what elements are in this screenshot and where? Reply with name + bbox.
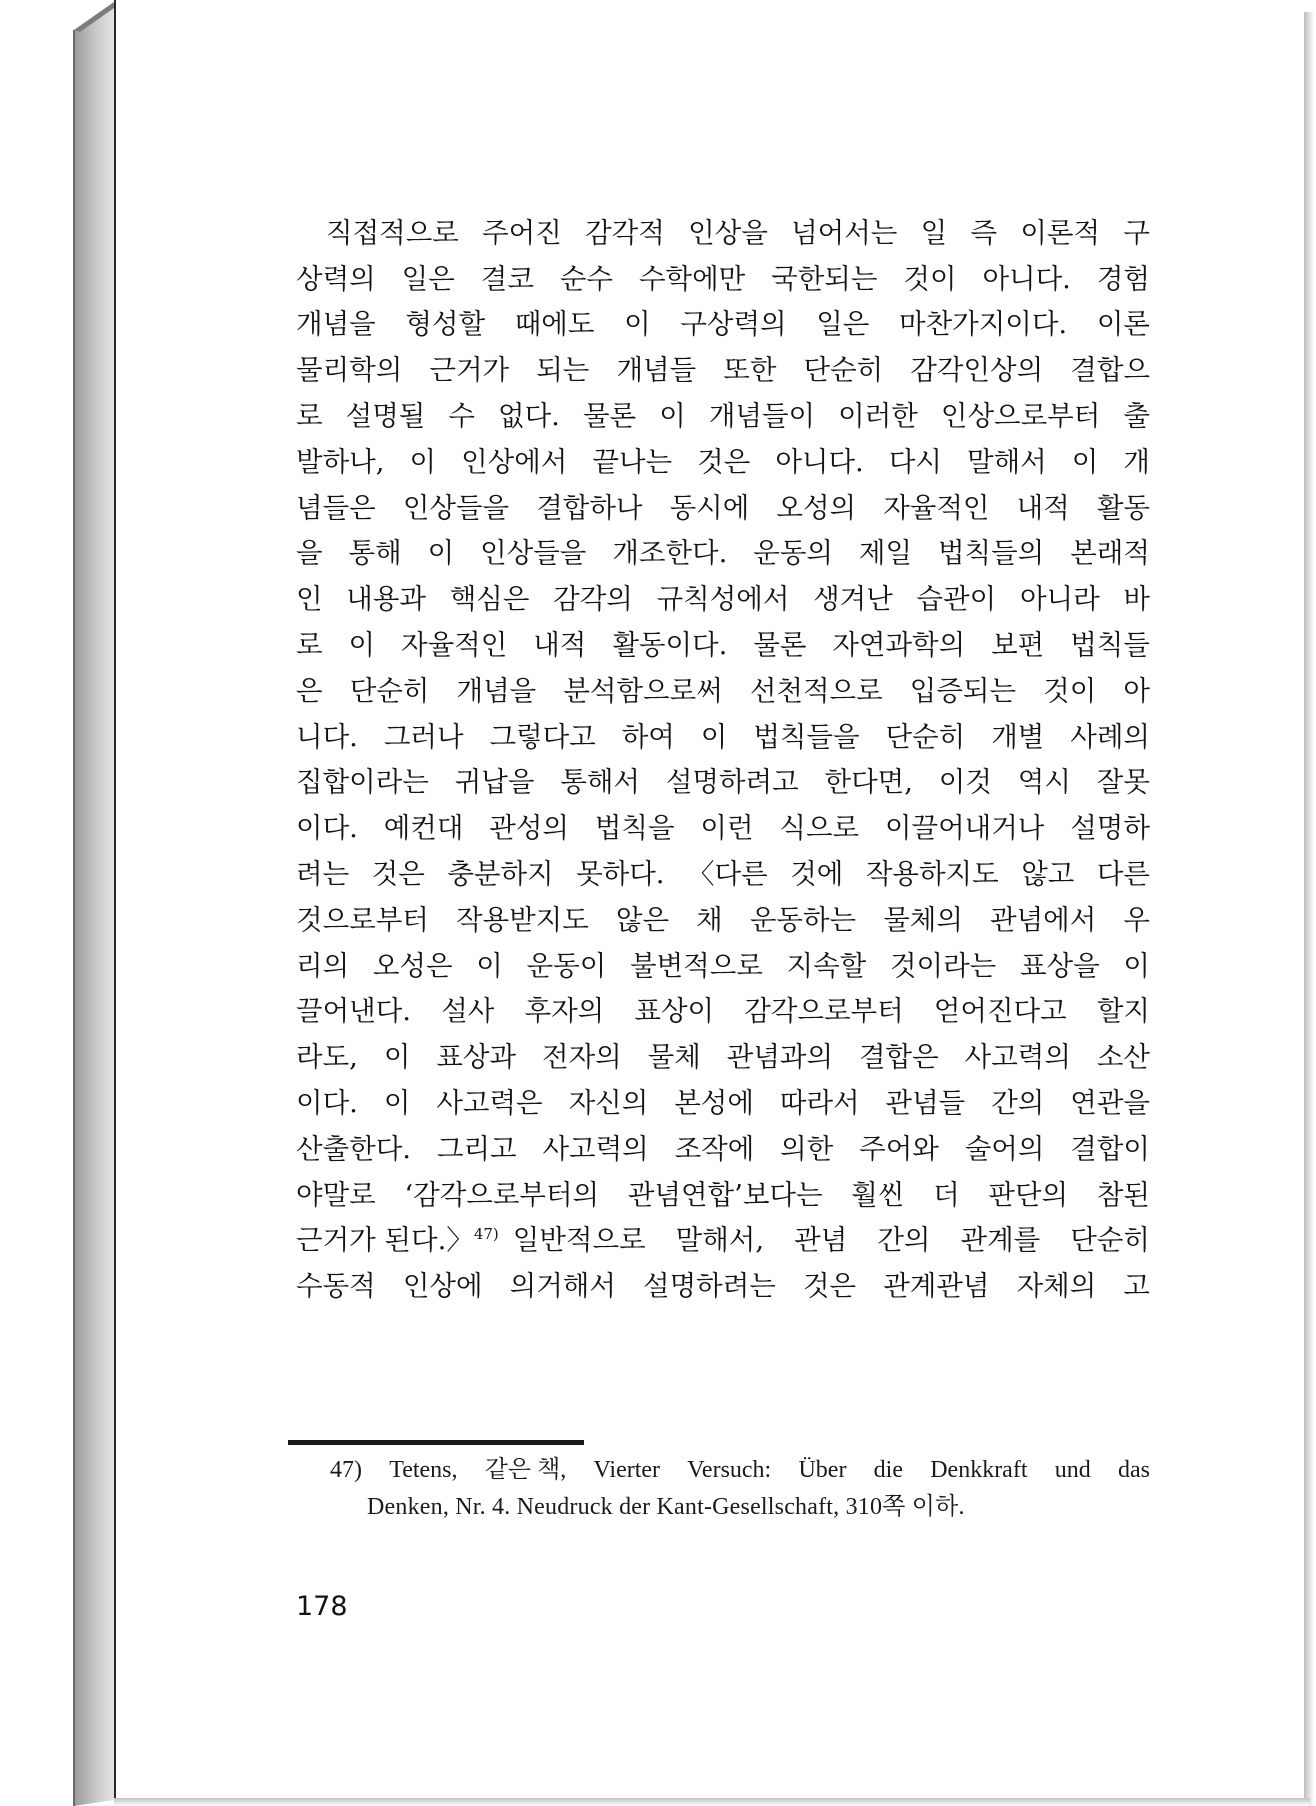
word: 은 — [296, 674, 323, 707]
word: ‘감각으로부터의 — [404, 1178, 600, 1211]
word: 관념 — [794, 1224, 848, 1257]
word: 표상을 — [1019, 949, 1100, 982]
word: 없다. — [498, 400, 560, 433]
word: 제일 — [858, 537, 913, 570]
word: 자율적인 — [401, 629, 508, 662]
word: 로 — [296, 400, 323, 433]
word: 물체의 — [883, 903, 963, 936]
word: 형성할 — [405, 308, 486, 341]
word: 자연과학의 — [832, 629, 966, 662]
word: 다시 — [888, 445, 942, 478]
word: 설명될 — [345, 400, 426, 433]
word: 못하다. — [576, 858, 665, 891]
word: 결합은 — [858, 1041, 939, 1074]
footnote-divider — [288, 1440, 584, 1445]
word: 것이 — [1043, 674, 1097, 707]
word: 리의 — [296, 949, 350, 982]
text-line — [296, 619, 1150, 665]
word: 지속할 — [786, 949, 867, 982]
word: 결합이 — [1070, 1132, 1150, 1165]
text-line — [296, 390, 1150, 436]
word: 활동 — [1096, 491, 1150, 524]
word: 아 — [1123, 674, 1150, 707]
word: 마찬가지이다. — [899, 308, 1068, 341]
word: 않은 — [615, 903, 670, 936]
word: 이 — [409, 445, 437, 478]
body-text — [296, 207, 1150, 1306]
word: 의한 — [780, 1132, 834, 1165]
word: 내적 — [1016, 491, 1070, 524]
word: 을 — [296, 537, 323, 570]
text-line — [296, 207, 1150, 253]
text-line — [296, 1169, 1150, 1215]
word: 수동적 — [296, 1270, 376, 1303]
word: 또한 — [723, 354, 777, 387]
word: 소산 — [1096, 1041, 1150, 1074]
word: 이 — [659, 400, 686, 433]
word: 구 — [1123, 216, 1150, 249]
word: 설사 — [441, 995, 495, 1028]
word: 것에 — [790, 858, 844, 891]
word: 고 — [1123, 1270, 1150, 1303]
word: 려는 — [296, 858, 350, 891]
word: 이 — [1071, 445, 1099, 478]
footnote-word: Vierter — [593, 1457, 661, 1483]
word: 이 — [476, 949, 503, 982]
text-line — [296, 299, 1150, 345]
word: 아니다. — [982, 262, 1071, 295]
word: 경험 — [1096, 262, 1150, 295]
word: 상력의 — [296, 262, 376, 295]
word: 채 — [696, 903, 723, 936]
word: 이런 — [700, 812, 754, 845]
word: 바 — [1123, 583, 1150, 616]
word: 이것 — [938, 766, 992, 799]
word: 개념들 — [616, 354, 697, 387]
word: 이 — [383, 1041, 411, 1074]
word: 잘못 — [1096, 766, 1150, 799]
word: 얻어진다고 — [933, 995, 1067, 1028]
word: 주어진 — [482, 216, 562, 249]
word: 개 — [1123, 445, 1150, 478]
word: 개념을 — [456, 674, 537, 707]
word: 인상에 — [402, 1270, 483, 1303]
word: 조작에 — [674, 1132, 755, 1165]
word: 사고력은 — [436, 1087, 543, 1120]
word: 분석함으로써 — [563, 674, 723, 707]
page-bottom-shadow — [114, 1798, 1310, 1806]
word: 이 — [348, 629, 376, 662]
word: 자신의 — [568, 1087, 649, 1120]
word: 결코 — [480, 262, 534, 295]
text-line — [296, 1260, 1150, 1306]
word: 법칙들 — [1070, 629, 1150, 662]
word: 이러한 — [838, 400, 918, 433]
word: 물체 — [647, 1041, 701, 1074]
word: 사고력의 — [542, 1132, 649, 1165]
word: 판단의 — [988, 1178, 1069, 1211]
word: 통해서 — [560, 766, 640, 799]
word: 이 — [427, 537, 455, 570]
word: 단순히 — [885, 720, 966, 753]
word: 설명하려는 — [643, 1270, 776, 1303]
word: 설명하려고 — [665, 766, 799, 799]
word: 것은 — [802, 1270, 857, 1303]
word: 그러나 — [383, 720, 464, 753]
word: 〈다른 — [687, 858, 768, 891]
text-line — [296, 986, 1150, 1032]
word: 단순히 — [349, 674, 430, 707]
word: 감각인상의 — [910, 354, 1044, 387]
word: 이 — [624, 308, 651, 341]
word: 할지 — [1096, 995, 1150, 1028]
word: 운동이 — [526, 949, 607, 982]
footnote-word: Versuch: — [687, 1457, 772, 1483]
word: 개조한다. — [612, 537, 728, 570]
word: 따라서 — [779, 1087, 860, 1120]
text-line — [296, 528, 1150, 574]
word: 감각의 — [553, 583, 633, 616]
word: 수학에만 — [638, 262, 746, 295]
word: 내적 — [533, 629, 587, 662]
word: 념들은 — [296, 491, 376, 524]
word: 우 — [1123, 903, 1150, 936]
word: 출 — [1123, 400, 1150, 433]
word: 사례의 — [1070, 720, 1150, 753]
word: 되는 — [536, 354, 590, 387]
word: 로 — [296, 629, 323, 662]
footnote — [330, 1452, 1150, 1526]
word: 아니다. — [775, 445, 864, 478]
word: 표상이 — [634, 995, 715, 1028]
word: 넘어서는 — [791, 216, 898, 249]
word: 훨씬 — [851, 1178, 905, 1211]
word: 그리고 — [436, 1132, 517, 1165]
word: 수 — [448, 400, 475, 433]
text-line — [296, 848, 1150, 894]
text-line — [296, 711, 1150, 757]
word: 결합하나 — [536, 491, 643, 524]
word: 입증되는 — [909, 674, 1017, 707]
sentence-fragment: 근거가 된다.〉$^{47)}$ — [296, 1224, 499, 1257]
word: 것은 — [371, 858, 425, 891]
word: 국한되는 — [771, 262, 878, 295]
word: 구상력의 — [680, 308, 787, 341]
text-line — [296, 436, 1150, 482]
word: 즉 — [970, 216, 998, 249]
word: 단순히 — [803, 354, 884, 387]
footnote-word: 같은 책, — [484, 1457, 567, 1483]
word: 하여 — [621, 720, 675, 753]
word: 본성에 — [674, 1087, 754, 1120]
word: 인상들을 — [402, 491, 510, 524]
word: 더 — [933, 1178, 960, 1211]
footnote-word: und — [1054, 1457, 1091, 1483]
word: 니다. — [296, 720, 358, 753]
word: 선천적으로 — [749, 674, 883, 707]
footnote-word: Tetens, — [389, 1457, 458, 1483]
word: 참된 — [1096, 1178, 1150, 1211]
text-line — [296, 253, 1150, 299]
word: 때에도 — [514, 308, 595, 341]
word: 일 — [920, 216, 948, 249]
word: 집합이라는 — [296, 766, 429, 799]
word: 야말로 — [296, 1178, 376, 1211]
word: 법칙들의 — [937, 537, 1045, 570]
word: 전자의 — [542, 1041, 622, 1074]
word: 불변적으로 — [630, 949, 763, 982]
footnote-reference[interactable]: 47) — [473, 1225, 499, 1244]
word: 생겨난 — [813, 583, 893, 616]
text-line — [296, 482, 1150, 528]
text-line — [296, 1077, 1150, 1123]
word: 운동하는 — [749, 903, 857, 936]
word: 이 — [383, 1087, 411, 1120]
word: 내용과 — [346, 583, 426, 616]
word: 것으로부터 — [296, 903, 429, 936]
word: 동시에 — [669, 491, 750, 524]
word: 개별 — [991, 720, 1045, 753]
word: 보편 — [991, 629, 1045, 662]
word: 것이 — [903, 262, 957, 295]
footnote-line — [330, 1452, 1150, 1489]
word: 법칙을 — [594, 812, 675, 845]
word: 자체의 — [1016, 1270, 1097, 1303]
text-line — [296, 757, 1150, 803]
word: 순수 — [559, 262, 613, 295]
word: 인 — [296, 583, 323, 616]
word: 관계관념 — [883, 1270, 990, 1303]
word: 말해서, — [675, 1224, 765, 1257]
word: 물론 — [582, 400, 637, 433]
word: 오성은 — [372, 949, 453, 982]
word: 감각적 — [585, 216, 665, 249]
word: 관성의 — [489, 812, 569, 845]
word: 이 — [700, 720, 728, 753]
footnote-line: Denken, Nr. 4. Neudruck der Kant-Gesellschaft, 310쪽 이하. — [367, 1494, 965, 1520]
text-line — [296, 802, 1150, 848]
word: 이론적 — [1020, 216, 1101, 249]
word: 작용받지도 — [455, 903, 589, 936]
footnote-number: 47) — [330, 1457, 362, 1483]
text-line — [296, 344, 1150, 390]
page-edge-shadow — [1304, 12, 1314, 1806]
footnote-word: die — [873, 1457, 903, 1483]
word: 후자의 — [524, 995, 605, 1028]
word: 인상들을 — [480, 537, 587, 570]
word: 개념을 — [296, 308, 376, 341]
word: 끝나는 — [592, 445, 673, 478]
word: 이끌어내거나 — [884, 812, 1045, 845]
word: 오성의 — [776, 491, 857, 524]
word: 끌어낸다. — [296, 995, 412, 1028]
text-line — [296, 665, 1150, 711]
word: 연관을 — [1070, 1087, 1150, 1120]
text-line — [296, 1123, 1150, 1169]
word: 말해서 — [967, 445, 1047, 478]
word: 한다면, — [824, 766, 913, 799]
word: 이 — [1123, 949, 1150, 982]
word: 인상을 — [688, 216, 768, 249]
text-line-with-footnote — [296, 1215, 1150, 1261]
word: 간의 — [877, 1224, 931, 1257]
word: 법칙들을 — [753, 720, 860, 753]
word: 식으로 — [779, 812, 860, 845]
word: 물리학의 — [296, 354, 403, 387]
word: 충분하지 — [447, 858, 554, 891]
word: 감각으로부터 — [744, 995, 904, 1028]
word: 습관이 — [916, 583, 997, 616]
word: 않고 — [1021, 858, 1075, 891]
word: 인상에서 — [461, 445, 568, 478]
word: 운동의 — [753, 537, 833, 570]
word: 주어와 — [859, 1132, 939, 1165]
text-line — [296, 894, 1150, 940]
word: 결합으 — [1070, 354, 1150, 387]
word: 역시 — [1017, 766, 1071, 799]
page-number: 178 — [296, 1591, 348, 1622]
word: 관계를 — [960, 1224, 1041, 1257]
word: 직접적으로 — [326, 216, 459, 249]
word: 근거가 — [429, 354, 510, 387]
word: 발하나, — [296, 445, 385, 478]
word: 관념에서 — [990, 903, 1097, 936]
word: 예컨대 — [383, 812, 464, 845]
word: 인상으로부터 — [940, 400, 1101, 433]
word: 라도, — [296, 1041, 358, 1074]
word: 일은 — [816, 308, 870, 341]
word: 귀납을 — [454, 766, 535, 799]
word: 관념들 — [885, 1087, 966, 1120]
word: 이론 — [1096, 308, 1150, 341]
word: 설명하 — [1070, 812, 1150, 845]
word: 술어의 — [964, 1132, 1045, 1165]
word: 다른 — [1096, 858, 1150, 891]
word: 핵심은 — [449, 583, 530, 616]
word: 사고력의 — [964, 1041, 1071, 1074]
word: 일은 — [401, 262, 455, 295]
footnote-word: Über — [798, 1457, 847, 1483]
book-spine — [0, 0, 120, 1806]
word: 것은 — [697, 445, 751, 478]
footnote-word: das — [1117, 1457, 1150, 1483]
word: 아니라 — [1019, 583, 1100, 616]
word: 산출한다. — [296, 1132, 412, 1165]
word: 이다. — [296, 1087, 358, 1120]
word: 개념들이 — [708, 400, 816, 433]
text-line — [296, 940, 1150, 986]
word: 간의 — [991, 1087, 1045, 1120]
word: 본래적 — [1070, 537, 1150, 570]
word: 규칙성에서 — [656, 583, 790, 616]
word: 관념과의 — [726, 1041, 834, 1074]
word: 단순히 — [1070, 1224, 1150, 1257]
word: 통해 — [348, 537, 402, 570]
word: 자율적인 — [883, 491, 990, 524]
word: 그렇다고 — [489, 720, 596, 753]
word: 일반적으로 — [512, 1224, 646, 1257]
word: 작용하지도 — [865, 858, 999, 891]
word: 이다. — [296, 812, 358, 845]
word: 것이라는 — [889, 949, 997, 982]
word: 물론 — [753, 629, 807, 662]
word: 관념연합’보다는 — [627, 1178, 823, 1211]
footnote-word: Denkkraft — [930, 1457, 1028, 1483]
text-line — [296, 1031, 1150, 1077]
word: 의거해서 — [509, 1270, 616, 1303]
text-line — [296, 573, 1150, 619]
word: 활동이다. — [612, 629, 728, 662]
word: 표상과 — [436, 1041, 517, 1074]
